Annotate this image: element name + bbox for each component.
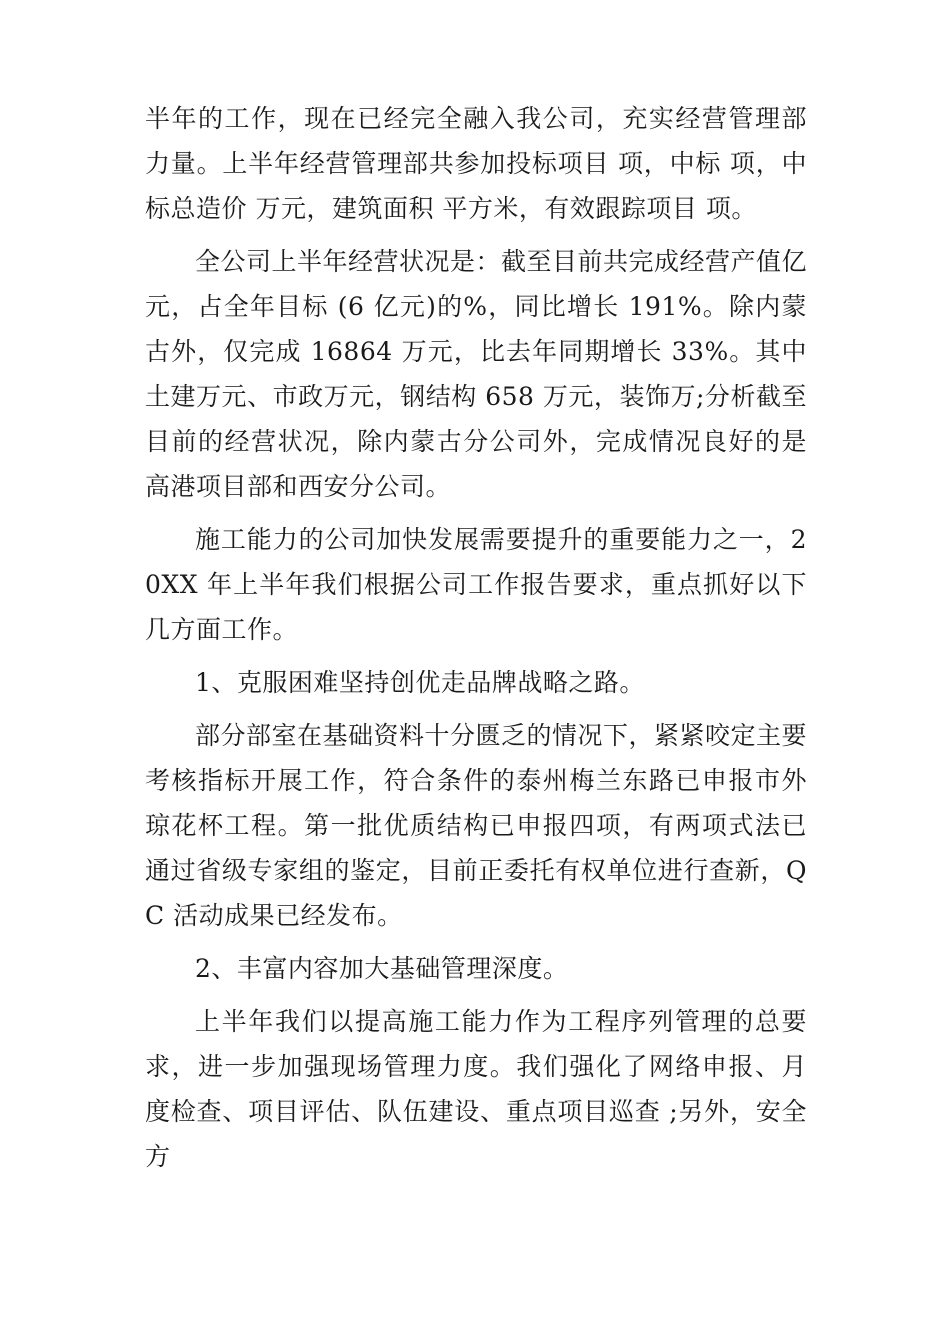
paragraph-3: 施工能力的公司加快发展需要提升的重要能力之一，20XX 年上半年我们根据公司工作报告要求，重点抓好以下几方面工作。 [145,525,807,644]
paragraph-5: 部分部室在基础资料十分匮乏的情况下，紧紧咬定主要考核指标开展工作，符合条件的泰州梅兰东路已申报市外琼花杯工程。第一批优质结构已申报四项，有两项式法已通过省级专家组的鉴定，目前正委托有权单位进行查新，QC 活动成果已经发布。 [145,721,808,930]
paragraph-6-heading: 2、丰富内容加大基础管理深度。 [195,954,569,983]
document-body [145,96,807,1187]
paragraph-4-heading: 1、克服困难坚持创优走品牌战略之路。 [195,668,645,697]
paragraph-7: 上半年我们以提高施工能力作为工程序列管理的总要求，进一步加强现场管理力度。我们强化了网络申报、月度检查、项目评估、队伍建设、重点项目巡查 ;另外，安全方 [145,1007,807,1171]
paragraph-2: 全公司上半年经营状况是：截至目前共完成经营产值亿元，占全年目标 (6 亿元)的%，同比增长 191%。除内蒙古外，仅完成 16864 万元，比去年同期增长 33%。其中土建万元、市政万元，钢结构 658 万元，装饰万;分析截至目前的经营状况，除内蒙古分公司外，完成情况良好的是高港项目部和西安分公司。 [145,247,808,501]
paragraph-1: 半年的工作，现在已经完全融入我公司，充实经营管理部力量。上半年经营管理部共参加投标项目 项，中标 项，中标总造价 万元，建筑面积 平方米，有效跟踪项目 项。 [145,104,807,223]
